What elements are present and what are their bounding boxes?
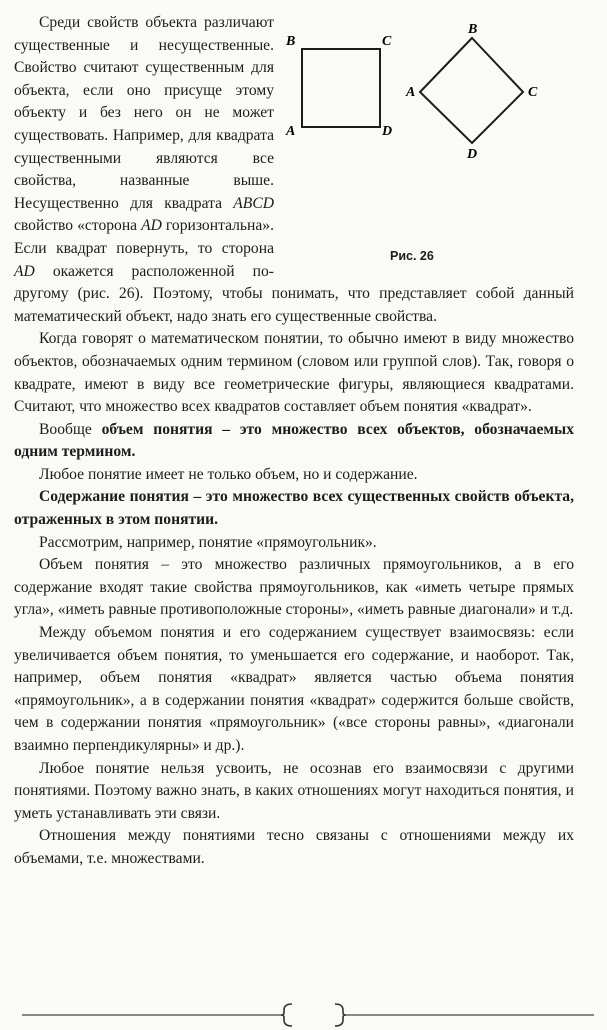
figure-caption: Рис. 26 xyxy=(390,249,434,263)
left-brace-icon xyxy=(281,1004,292,1026)
paragraph-relation: Между объемом понятия и его содержанием существует взаимосвязь: если увеличивается объем понятия, то уменьшается его содержание, и наоборот. Так, например, объем понятия «квадрат» является частью объема понятия «прямоугольник», а в содержании понятия «квадрат» содержится больше свойств, чем в содержании понятия «прямоугольник» («все стороны равны», «диагонали взаимно перпендикулярны» и др.). xyxy=(14,624,574,754)
square-figures xyxy=(282,12,574,262)
label-a2: A xyxy=(406,85,416,100)
paragraph-volume: Когда говорят о математическом понятии, то обычно имеют в виду множество объектов, обозначаемых одним термином (словом или группой слов). Так, говоря о квадрате, имеют в виду все геометрические фигуры, являющиеся квадратами. Считают, что множество всех квадратов составляет объем понятия «квадрат». xyxy=(14,330,574,416)
paragraph-example: Рассмотрим, например, понятие «прямоугольник». xyxy=(39,533,377,551)
square-rotated xyxy=(420,38,523,143)
label-d2: D xyxy=(467,147,478,162)
paragraph-properties: Среди свойств объекта различают существенные и несущественные. Свойство считают существенным для объекта, если оно присуще этому объекту и без него он не может существовать. Например, для квадрата существенными являются все свойства, названные выше. Несущественно для квадрата ABCD свойство «сторона AD горизонтальна». Если квадрат повернуть, то сторона AD окажется расположенной по-другому (рис. 26). Поэтому, чтобы понимать, что представляет собой данный математический объект, надо знать его существенные свойства. xyxy=(14,14,574,325)
abcd-italic: ABCD xyxy=(233,194,274,212)
ad-italic-2: AD xyxy=(14,262,35,280)
label-b2: B xyxy=(468,22,478,37)
paragraph-content-definition xyxy=(14,486,574,531)
figure-26 xyxy=(282,12,574,262)
label-c1: C xyxy=(382,34,392,49)
paragraph-volume-definition: Вообще объем понятия – это множество всех объектов, обозначаемых одним термином. xyxy=(14,420,574,461)
paragraph-sets: Отношения между понятиями тесно связаны с отношениями между их объемами, т.е. множествами. xyxy=(14,827,574,867)
paragraph-content: Любое понятие имеет не только объем, но и содержание. xyxy=(39,465,418,483)
paragraph-links: Любое понятие нельзя усвоить, не осознав его взаимосвязи с другими понятиями. Поэтому важно знать, в каких отношениях могут находиться понятия, и уметь устанавливать эти связи. xyxy=(14,759,574,822)
right-brace-icon xyxy=(335,1004,346,1026)
ad-italic-1: AD xyxy=(141,217,162,235)
page-footer-ornament xyxy=(0,1000,607,1030)
content-definition-bold: Содержание понятия – это множество всех существенных свойств объекта, отраженных в этом понятии. xyxy=(14,488,574,529)
label-c2: C xyxy=(528,85,538,100)
label-a1: A xyxy=(286,124,296,139)
label-b1: B xyxy=(286,34,296,49)
page-text xyxy=(14,12,574,871)
label-d1: D xyxy=(382,124,393,139)
volume-definition-bold: объем понятия – это множество всех объектов, обозначаемых одним термином. xyxy=(14,420,574,461)
paragraph-rectangle: Объем понятия – это множество различных прямоугольников, а в его содержание входят такие свойства прямоугольников, как «иметь четыре прямых угла», «иметь равные противоположные стороны», «иметь равные диагонали» и т.д. xyxy=(14,556,574,619)
square-abcd xyxy=(302,49,380,127)
